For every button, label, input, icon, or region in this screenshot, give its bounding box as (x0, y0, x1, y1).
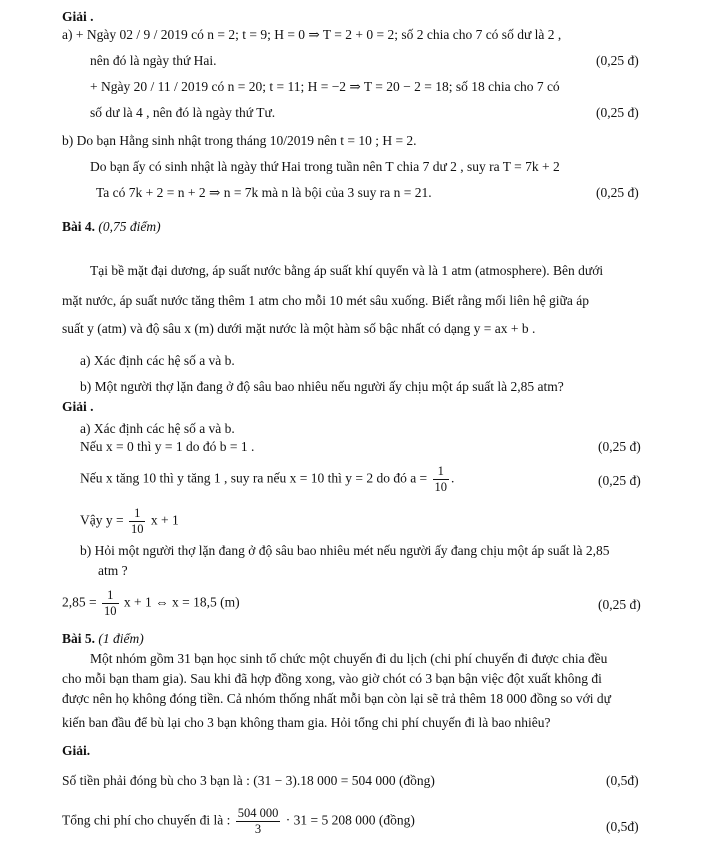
solution-b-line-1: b) Do bạn Hằng sinh nhật trong tháng 10/2019 nên t = 10 ; H = 2. (62, 133, 417, 148)
fraction-denominator: 10 (130, 522, 144, 536)
solution-4a-line-3: Nếu x tăng 10 thì y tăng 1 , suy ra nếu x = 10 thì y = 2 do đó a = $\frac{1}{10}$ . (80, 464, 455, 494)
solution-a-line-1: a) + Ngày 02 / 9 / 2019 có n = 2; t = 9; H = 0 ⇒ T = 2 + 0 = 2; số 2 chia cho 7 có số dư là 2 , (62, 27, 562, 42)
equation-text: Vậy y = (80, 512, 124, 528)
solution-4b-line-3 (62, 588, 240, 619)
fraction-numerator: 504 000 (237, 806, 279, 820)
equation-text: · 31 = 5 208 000 (đồng) (285, 812, 415, 828)
equation-text: x + 1 (150, 512, 179, 528)
fraction (129, 506, 146, 537)
problem-4-heading (62, 218, 161, 236)
score-mark: (0,25 đ) (598, 473, 641, 488)
solution-4a-line-1: a) Xác định các hệ số a và b. (80, 421, 235, 436)
solution-a-line-4: số dư là 4 , nên đó là ngày thứ Tư. (90, 105, 276, 120)
solution-4a-line-4 (80, 506, 179, 537)
solution-b-line-3: Ta có 7k + 2 = n + 2 ⇒ n = 7k mà n là bội của 3 suy ra n = 21. (96, 185, 432, 200)
problem-4-text-3: suất y (atm) và độ sâu x (m) dưới mặt nước là một hàm số bậc nhất có dạng y = ax + b . (62, 321, 536, 336)
fraction-numerator: 1 (433, 464, 450, 480)
problem-4-points: (0,75 điểm) (98, 219, 161, 234)
solution-heading: Giải . (62, 9, 94, 24)
problem-5-text-1: Một nhóm gồm 31 bạn học sinh tổ chức một chuyến đi du lịch (chi phí chuyến đi được chia đều (90, 651, 608, 666)
score-mark: (0,25 đ) (596, 105, 639, 120)
problem-4-text-2: mặt nước, áp suất nước tăng thêm 1 atm cho mỗi 10 mét sâu xuống. Biết rằng mối liên hệ giữa áp (62, 293, 589, 308)
solution-4b-line-1: b) Hỏi một người thợ lặn đang ở độ sâu bao nhiêu mét nếu người ấy đang chịu một áp suất là 2,85 (80, 543, 610, 558)
equation-text: Tổng chi phí cho chuyến đi là : (62, 812, 231, 828)
problem-4-question-a: a) Xác định các hệ số a và b. (80, 353, 235, 368)
problem-4-text-1: Tại bề mặt đại dương, áp suất nước bằng áp suất khí quyển và là 1 atm (atmosphere). Bên dưới (90, 263, 604, 278)
problem-4-title: Bài 4. (62, 219, 96, 234)
problem-5-points: (1 điểm) (98, 631, 144, 646)
problem-5-title: Bài 5. (62, 631, 96, 646)
solution-5-line-1: Số tiền phải đóng bù cho 3 bạn là : (31 − 3).18 000 = 504 000 (đồng) (62, 773, 435, 788)
score-mark: (0,25 đ) (596, 53, 639, 68)
fraction (236, 806, 281, 837)
fraction-denominator: 10 (434, 480, 448, 494)
solution-4b-line-2: atm ? (98, 563, 128, 578)
solution-heading: Giải. (62, 743, 91, 758)
problem-4-question-b: b) Một người thợ lặn đang ở độ sâu bao nhiêu nếu người ấy chịu một áp suất là 2,85 atm? (80, 379, 564, 394)
fraction-numerator: 1 (102, 588, 119, 604)
solution-5-line-2 (62, 806, 415, 837)
problem-5-heading (62, 630, 144, 648)
score-mark: (0,25 đ) (598, 597, 641, 612)
equation-text: Nếu x tăng 10 thì y tăng 1 , suy ra nếu x = 10 thì y = 2 do đó a = (80, 470, 428, 486)
fraction (102, 588, 119, 619)
solution-a-line-3: + Ngày 20 / 11 / 2019 có n = 20; t = 11; H = −2 ⇒ T = 20 − 2 = 18; số 18 chia cho 7 có (90, 79, 560, 94)
score-mark: (0,25 đ) (596, 185, 639, 200)
equation-text: x + 1 ⇔ x = 18,5 (m) (123, 594, 240, 610)
problem-5-text-4: kiến ban đầu để bù lại cho 3 bạn không tham gia. Hỏi tổng chi phí chuyến đi là bao nhiêu? (62, 715, 551, 730)
score-mark: (0,5đ) (606, 773, 639, 788)
fraction-denominator: 3 (254, 822, 262, 836)
solution-4a-line-2: Nếu x = 0 thì y = 1 do đó b = 1 . (80, 439, 255, 454)
problem-5-text-2: cho mỗi bạn tham gia). Sau khi đã hợp đồng xong, vào giờ chót có 3 bạn bận việc đột xuất không đi (62, 671, 602, 686)
fraction-denominator: 10 (104, 604, 117, 618)
score-mark: (0,25 đ) (598, 439, 641, 454)
fraction (433, 464, 450, 495)
solution-heading: Giải . (62, 399, 94, 414)
solution-a-line-2: nên đó là ngày thứ Hai. (90, 53, 217, 68)
equation-text: 2,85 = (62, 594, 97, 610)
fraction-numerator: 1 (129, 506, 146, 522)
problem-5-text-3: được nên họ không đóng tiền. Cả nhóm thống nhất mỗi bạn còn lại sẽ trả thêm 18 000 đồng so với dự (62, 691, 611, 706)
score-mark: (0,5đ) (606, 819, 639, 834)
solution-b-line-2: Do bạn ấy có sinh nhật là ngày thứ Hai trong tuần nên T chia 7 dư 2 , suy ra T = 7k + 2 (90, 159, 560, 174)
